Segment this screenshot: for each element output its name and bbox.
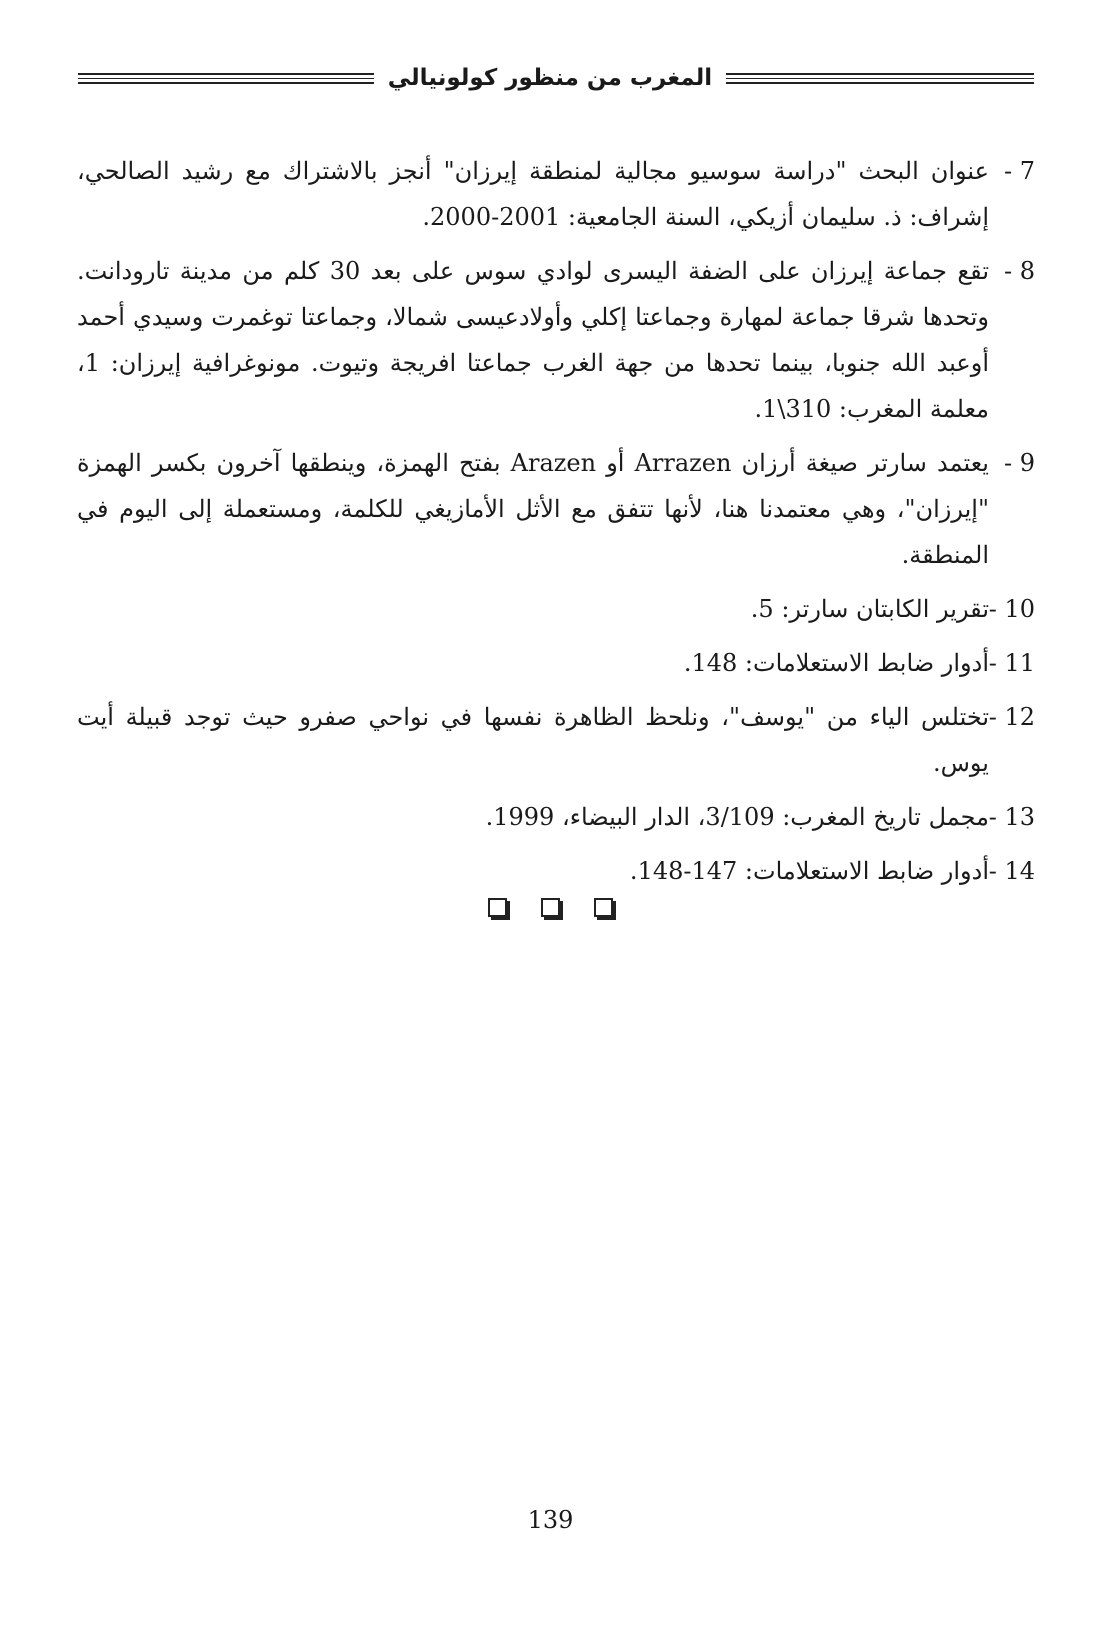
endnote-10	[77, 586, 1035, 632]
endnote-text: مجمل تاريخ المغرب: 3/109، الدار البيضاء، 1999.	[485, 803, 989, 831]
square-ornament-icon	[541, 898, 560, 917]
square-ornament-icon	[488, 898, 507, 917]
endnotes-list	[77, 148, 1035, 902]
square-ornament-icon	[594, 898, 613, 917]
endnote-number: 9 -	[1003, 449, 1035, 477]
running-header	[78, 58, 1034, 98]
page-number: 139	[527, 1506, 574, 1534]
endnote-11	[77, 640, 1035, 686]
endnote-number: 13 -	[988, 803, 1035, 831]
endnote-text: تختلس الياء من "يوسف"، ونلحظ الظاهرة نفسها في نواحي صفرو حيث توجد قبيلة أيت يوس.	[77, 703, 990, 777]
endnote-9	[77, 440, 1035, 578]
endnote-text: تقرير الكابتان سارتر: 5.	[750, 595, 989, 623]
endnote-text: أدوار ضابط الاستعلامات: 148.	[683, 649, 989, 677]
endnote-text: عنوان البحث "دراسة سوسيو مجالية لمنطقة إيرزان" أنجز بالاشتراك مع رشيد الصالحي، إشراف: ذ. سليمان أزيكي، السنة الجامعية: 2001-2000.	[77, 157, 989, 231]
header-rule-right	[726, 73, 1034, 84]
header-rule-left	[78, 73, 374, 84]
endnote-7	[77, 148, 1035, 240]
section-end-ornament	[0, 898, 1101, 917]
endnote-12	[77, 694, 1035, 786]
endnote-13	[77, 794, 1035, 840]
endnote-number: 11 -	[988, 649, 1035, 677]
endnote-number: 10 -	[988, 595, 1035, 623]
endnote-text: أدوار ضابط الاستعلامات: 147-148.	[629, 857, 989, 885]
header-title: المغرب من منظور كولونيالي	[387, 65, 713, 91]
endnote-text: يعتمد سارتر صيغة أرزان Arrazen أو Arazen بفتح الهمزة، وينطقها آخرون بكسر الهمزة "إيرزان"، وهي معتمدنا هنا، لأنها تتفق مع الأثل الأمازيغي للكلمة، ومستعملة إلى اليوم في المنطقة.	[77, 449, 989, 569]
endnote-number: 7 -	[1003, 157, 1035, 185]
endnote-text: تقع جماعة إيرزان على الضفة اليسرى لوادي سوس على بعد 30 كلم من مدينة تارودانت. وتحدها شرقا جماعة لمهارة وجماعتا إكلي وأولادعيسى شمالا، وجماعتا توغمرت وسيدي أحمد أوعبد الله جنوبا، بينما تحدها من جهة الغرب جماعتا افريجة وتيوت. مونوغرافية إيرزان: 1، معلمة المغرب: 310\1.	[77, 257, 989, 423]
endnote-8	[77, 248, 1035, 432]
endnote-number: 12 -	[988, 703, 1035, 731]
endnote-14	[77, 848, 1035, 894]
endnote-number: 8 -	[1003, 257, 1035, 285]
endnote-number: 14 -	[988, 857, 1035, 885]
